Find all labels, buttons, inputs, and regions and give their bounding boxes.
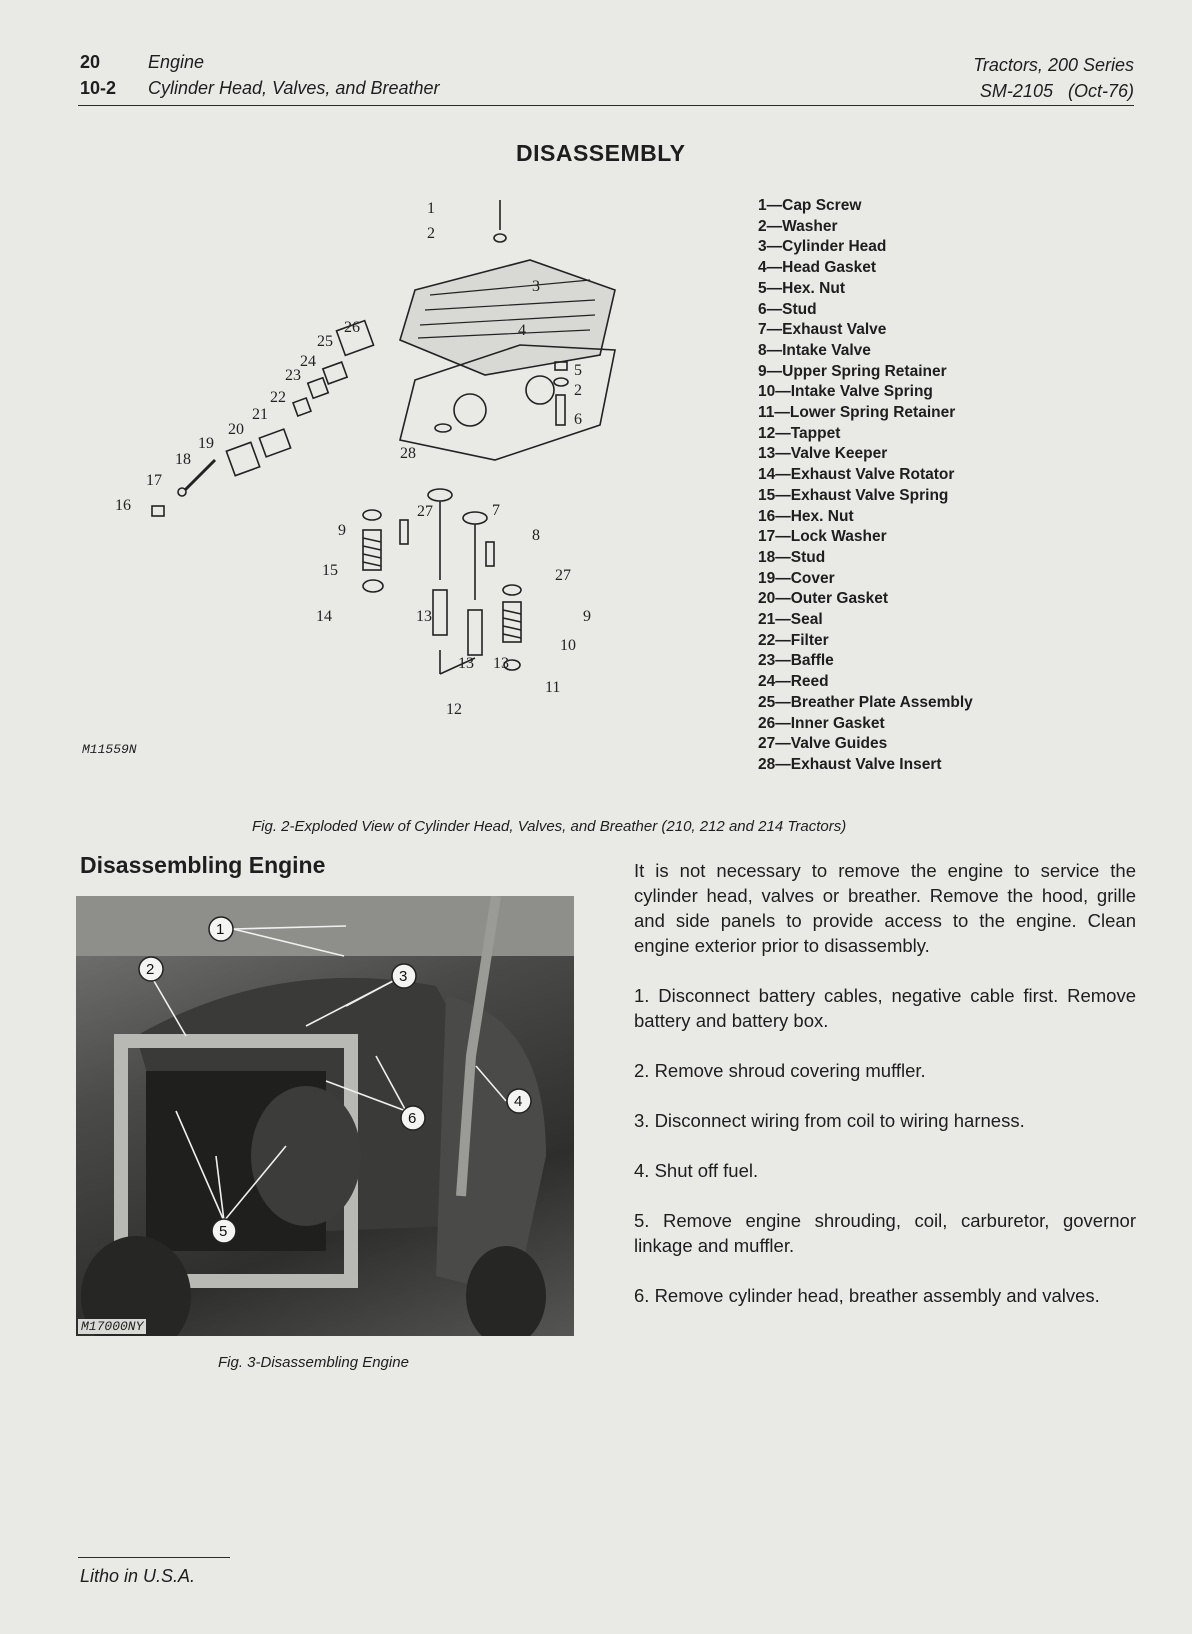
- legend-item: 20—Outer Gasket: [758, 590, 889, 608]
- step-5: 5. Remove engine shrouding, coil, carburetor, governor linkage and muffler.: [634, 1210, 1136, 1256]
- legend-item: 15—Exhaust Valve Spring: [758, 486, 949, 504]
- legend-item: 10—Intake Valve Spring: [758, 383, 933, 401]
- figure-title: DISASSEMBLY: [516, 140, 686, 166]
- step-3: 3. Disconnect wiring from coil to wiring harness.: [634, 1110, 1025, 1131]
- callout-3: [392, 964, 416, 988]
- diagram-label: 26: [344, 319, 360, 336]
- doc-reference: [834, 81, 1134, 102]
- footer-rule: [78, 1557, 230, 1558]
- instructions: [634, 858, 1136, 1333]
- legend-item: 24—Reed: [758, 673, 829, 691]
- diagram-label: 23: [285, 367, 301, 384]
- callout-number: 5: [219, 1223, 228, 1240]
- diagram-label: 8: [532, 527, 540, 544]
- diagram-label: 27: [417, 503, 433, 520]
- legend-item: 3—Cylinder Head: [758, 238, 887, 256]
- legend-item: 26—Inner Gasket: [758, 714, 885, 732]
- legend-item: 6—Stud: [758, 300, 817, 318]
- diagram-label: 13: [458, 655, 474, 672]
- diagram-label: 13: [493, 655, 509, 672]
- page-number: 20: [80, 52, 101, 72]
- legend-item: 17—Lock Washer: [758, 528, 887, 546]
- diagram-label: 9: [583, 608, 591, 625]
- diagram-label: 12: [446, 701, 462, 718]
- diagram-label: 24: [300, 353, 316, 370]
- header-rule: [78, 105, 1134, 106]
- legend-item: 12—Tappet: [758, 424, 841, 442]
- legend-item: 4—Head Gasket: [758, 259, 877, 277]
- diagram-label: 3: [532, 278, 540, 295]
- callout-number: 1: [216, 921, 225, 938]
- diagram-label: 15: [322, 562, 338, 579]
- callout-number: 2: [146, 961, 155, 978]
- exploded-view-diagram: [100, 190, 670, 750]
- diagram-label: 27: [555, 567, 571, 584]
- callout-6: [401, 1106, 425, 1130]
- callout-2: [139, 957, 163, 981]
- legend-item: 9—Upper Spring Retainer: [758, 362, 947, 380]
- diagram-label: 19: [198, 435, 214, 452]
- callout-number: 3: [399, 968, 408, 985]
- step-1: 1. Disconnect battery cables, negative cable first. Remove battery and battery box.: [634, 985, 1136, 1031]
- diagram-label: 14: [316, 608, 332, 625]
- legend-item: 7—Exhaust Valve: [758, 321, 887, 339]
- stud-shape: [556, 395, 565, 425]
- engine-photo: [76, 896, 574, 1336]
- legend-item: 13—Valve Keeper: [758, 445, 888, 463]
- diagram-label: 16: [115, 497, 131, 514]
- diagram-label: 28: [400, 445, 416, 462]
- diagram-label: 18: [175, 451, 191, 468]
- diagram-label: 2: [427, 225, 435, 242]
- diagram-label: 25: [317, 333, 333, 350]
- section-number: 10-2: [80, 78, 117, 98]
- legend-item: 21—Seal: [758, 611, 823, 629]
- manual-title: Tractors, 200 Series: [973, 55, 1134, 75]
- cylinder-head-shape: [400, 260, 615, 375]
- washer-shape: [494, 234, 506, 242]
- legend-item: 11—Lower Spring Retainer: [758, 404, 956, 422]
- diagram-label: 9: [338, 522, 346, 539]
- doc-code: SM-2105: [979, 81, 1053, 101]
- diagram-label: 22: [270, 389, 286, 406]
- legend-item: 8—Intake Valve: [758, 341, 871, 359]
- legend-item: 25—Breather Plate Assembly: [758, 693, 973, 711]
- diagram-label: 7: [492, 502, 500, 519]
- diagram-label: 21: [252, 406, 268, 423]
- diagram-label: 17: [146, 472, 162, 489]
- section-name: Engine: [148, 52, 205, 72]
- figure3-caption: Fig. 3-Disassembling Engine: [218, 1354, 409, 1371]
- legend-item: 28—Exhaust Valve Insert: [758, 755, 942, 773]
- diagram-label: 11: [545, 679, 561, 696]
- legend-item: 18—Stud: [758, 548, 826, 566]
- legend-item: 14—Exhaust Valve Rotator: [758, 466, 955, 484]
- doc-date: (Oct-76): [1067, 81, 1134, 101]
- legend-item: 5—Hex. Nut: [758, 279, 845, 297]
- legend-item: 23—Baffle: [758, 652, 834, 670]
- legend-item: 2—Washer: [758, 217, 838, 235]
- callout-4: [507, 1089, 531, 1113]
- callout-number: 4: [514, 1093, 523, 1110]
- step-6: 6. Remove cylinder head, breather assembly and valves.: [634, 1285, 1100, 1306]
- diagram-label: 13: [416, 608, 432, 625]
- figure2-caption: Fig. 2-Exploded View of Cylinder Head, Valves, and Breather (210, 212 and 214 Tractors): [252, 818, 847, 835]
- figure3-ref-code: M17000NY: [78, 1319, 146, 1334]
- legend-item: 27—Valve Guides: [758, 735, 888, 753]
- legend-item: 1—Cap Screw: [758, 197, 862, 214]
- callout-1: [209, 917, 233, 941]
- diagram-label: 5: [574, 362, 582, 379]
- figure2-ref-code: M11559N: [82, 742, 137, 757]
- section-heading: Disassembling Engine: [80, 852, 326, 878]
- step-2: 2. Remove shroud covering muffler.: [634, 1060, 926, 1081]
- callout-5: [212, 1219, 236, 1243]
- diagram-label: 2: [574, 382, 582, 399]
- subsection-name: Cylinder Head, Valves, and Breather: [148, 78, 440, 98]
- diagram-label: 20: [228, 421, 244, 438]
- cover-shape: [226, 442, 259, 475]
- engine-photo-drawing: [76, 896, 574, 1336]
- legend-item: 19—Cover: [758, 569, 835, 587]
- diagram-label: 6: [574, 411, 582, 428]
- parts-legend: [758, 196, 973, 776]
- legend-item: 16—Hex. Nut: [758, 507, 854, 525]
- diagram-label: 4: [518, 322, 526, 339]
- step-4: 4. Shut off fuel.: [634, 1160, 759, 1181]
- intro-paragraph: It is not necessary to remove the engine to service the cylinder head, valves or breather. Remove the hood, grille and side panels to provide access to the engine. Clean engine exterior prior to disassembly.: [634, 860, 1136, 956]
- legend-item: 22—Filter: [758, 631, 829, 649]
- diagram-label: 10: [560, 637, 576, 654]
- diagram-label: 1: [427, 200, 435, 217]
- callout-number: 6: [408, 1110, 417, 1127]
- litho-note: Litho in U.S.A.: [80, 1566, 196, 1586]
